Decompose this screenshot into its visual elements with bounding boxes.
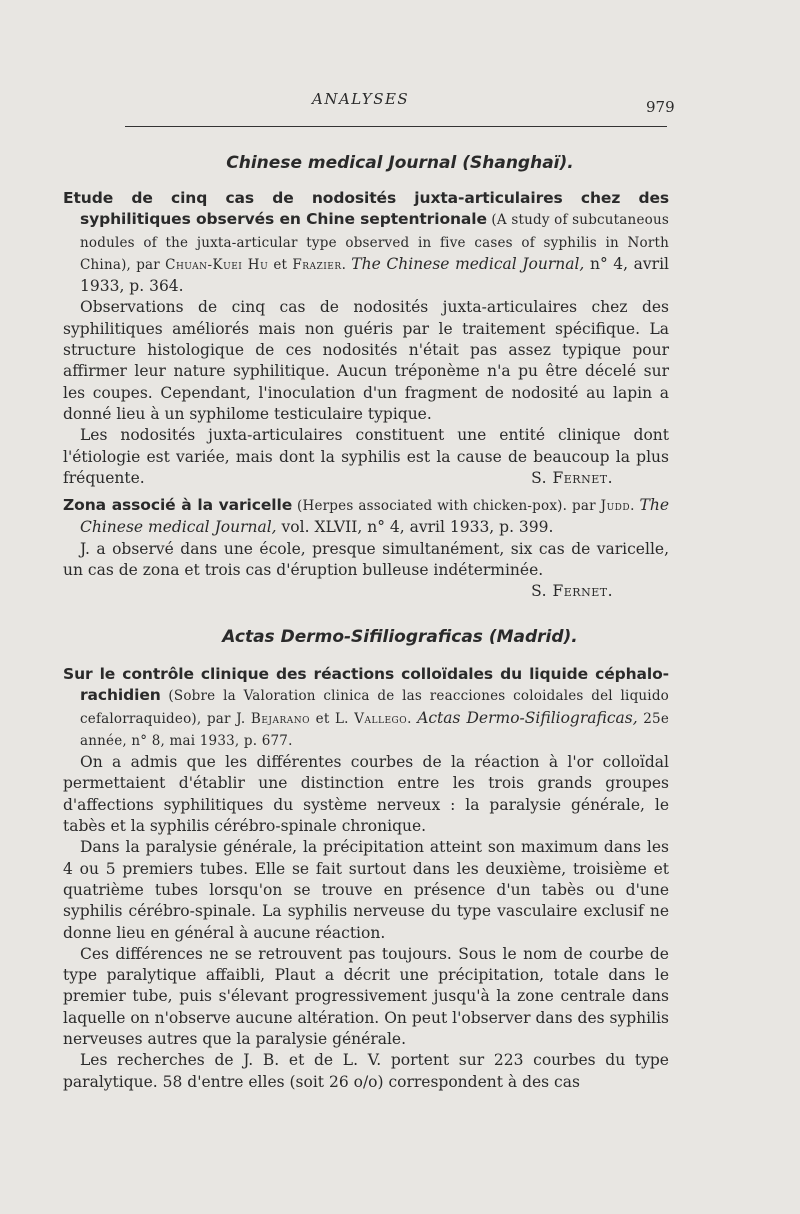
paragraph: Les nodosités juxta-articulaires constituent une entité clinique dont l'étiologie est variée, mais dont la syphilis est la cause de beaucoup la plus fréquente. [63,426,669,487]
journal-reference: Actas Dermo-Sifiliograficas, [417,708,638,727]
author-name: Judd [600,498,631,514]
journal-reference: The Chinese medical Journal, [351,254,585,273]
signature: S. Fernet. [531,582,613,601]
journal-heading-chinese: Chinese medical Journal (Shanghaï). [226,153,574,173]
page-number: 979 [646,98,675,116]
article-title: Sur le contrôle clinique des réactions colloïdales du liquide céphalo-rachidien [63,665,669,705]
header-rule [125,126,667,127]
reference-text: et [268,256,293,273]
reference-text: (Sobre la Valoration clinica de las reacciones coloidales del liquido cefalorraquideo), par J. [80,688,669,727]
paragraph: J. a observé dans une école, presque simultanément, six cas de varicelle, un cas de zona et trois cas d'éruption bulleuse indéterminée. [63,539,669,579]
paragraph: Dans la paralysie générale, la précipitation atteint son maximum dans les 4 ou 5 premiers tubes. Elle se fait surtout dans les deuxième, troisième et quatrième tubes lorsqu'on se trouve en présence d'un tabès ou d'une syphilis cérébro-spinale. La syphilis nerveuse du type vasculaire exclusif ne donne lieu en général à aucune réaction. [63,838,669,942]
author-name: Frazier [292,256,342,273]
author-name: Chuan-Kuei Hu [165,256,269,273]
article-reference [63,664,669,752]
article-reactions-colloidales [63,664,669,1093]
article-nodosites [63,188,669,489]
article-title: Zona associé à la varicelle [63,496,293,514]
article-zona [63,495,669,602]
reference-text: . [341,256,352,273]
reference-text: (A study of subcutaneous nodules of the juxta-articular type observed in five cases of syphilis in North China), par [80,212,669,273]
paragraph: Les recherches de J. B. et de L. V. portent sur 223 courbes du type paralytique. 58 d'entre elles (soit 26 o/o) correspondent à des cas [63,1051,669,1091]
paragraph: Ces différences ne se retrouvent pas toujours. Sous le nom de courbe de type paralytique affaibli, Plaut a décrit une précipitation, totale dans le premier tube, puis s'élevant progressivement jusqu'à la zone centrale dans laquelle on n'observe aucune altération. On peut l'observer dans des syphilis nerveuses autres que la paralysie générale. [63,944,669,1049]
journal-heading-actas: Actas Dermo-Sifiliograficas (Madrid). [222,627,578,647]
signature: S. Fernet. [531,468,613,487]
reference-text: . [630,498,640,514]
reference-text: 25e année, n° 8, mai 1933, p. 677. [80,710,670,749]
reference-text: (Herpes associated with chicken-pox). par [292,498,601,514]
article-reference [63,188,669,297]
running-title: ANALYSES [312,90,410,108]
running-header [0,90,800,130]
journal-reference: The Chinese medical Journal, [80,496,670,537]
author-name: Bejarano [250,710,311,727]
reference-text: et L. [310,710,355,727]
reference-text: . [407,710,418,727]
article-reference [63,495,669,539]
author-name: Vallego [354,710,408,727]
reference-text: vol. XLVII, n° 4, avril 1933, p. 399. [276,518,554,537]
paragraph: Observations de cinq cas de nodosités juxta-articulaires chez des syphilitiques améliorés mais non guéris par le traitement spécifique. La structure histologique de ces nodosités n'était pas assez typique pour affirmer leur nature syphilitique. Aucun tréponème n'a pu être décelé sur les coupes. Cependant, l'inoculation d'un fragment de nodosité au lapin a donné lieu à un syphilome testiculaire typique. [63,298,669,423]
paragraph: On a admis que les différentes courbes de la réaction à l'or colloïdal permettaient d'établir une distinction entre les trois grands groupes d'affections syphilitiques du système nerveux : la paralysie générale, le tabès et la syphilis cérébro-spinale chronique. [63,753,669,836]
article-title: Etude de cinq cas de nodosités juxta-articulaires chez des syphilitiques observés en Chine septentrionale [63,189,669,229]
reference-text: n° 4, avril 1933, p. 364. [80,254,670,296]
